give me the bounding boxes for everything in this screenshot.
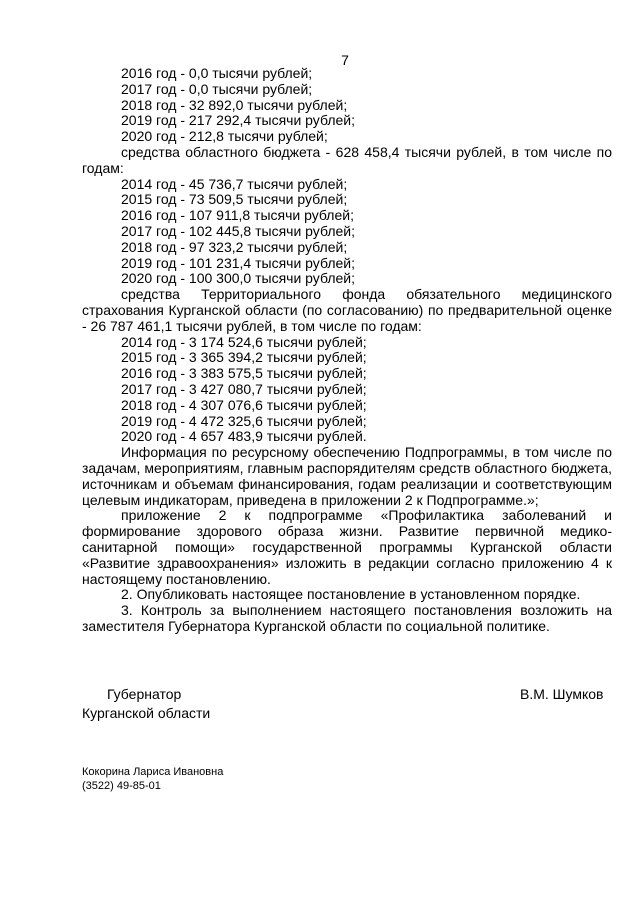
signatory-title <box>82 685 210 723</box>
list-item: 2016 год - 107 911,8 тысячи рублей; <box>121 207 354 224</box>
insurance-fund-paragraph: средства Территориального фонда обязательного медицинского страхования Курганской области (по согласованию) по предварительной оценке - 26 787 461,1 тысячи рублей, в том числе по годам: <box>82 286 612 334</box>
list-item: 2017 год - 0,0 тысячи рублей; <box>121 80 313 97</box>
list-item: 2020 год - 212,8 тысячи рублей; <box>121 128 328 145</box>
signatory-title-line2: Курганской области <box>82 705 211 721</box>
list-item: 2015 год - 73 509,5 тысячи рублей; <box>121 191 348 208</box>
regional-budget-paragraph: средства областного бюджета - 628 458,4 тысячи рублей, в том числе по годам: <box>82 143 612 176</box>
years-list-regional <box>82 177 612 288</box>
resource-info-paragraph: Информация по ресурсному обеспечению Подпрограммы, в том числе по задачам, мероприятиям, главным распорядителям средств областного бюджета, источникам и объемам финансирования, годам реализации и соответствующим целевым индикаторам, приведена в приложении 2 к Подпрограмме.»; <box>82 444 612 508</box>
executor-name: Кокорина Лариса Ивановна <box>82 766 224 778</box>
signatory-title-line1: Губернатор <box>107 686 182 702</box>
list-item: 2014 год - 45 736,7 тысячи рублей; <box>121 175 348 192</box>
list-item: 2018 год - 32 892,0 тысячи рублей; <box>121 96 348 113</box>
executor-phone: (3522) 49-85-01 <box>82 780 161 792</box>
list-item: 2016 год - 3 383 575,5 тысячи рублей; <box>121 365 367 382</box>
list-item: 2018 год - 97 323,2 тысячи рублей; <box>121 238 348 255</box>
list-item: 2019 год - 101 231,4 тысячи рублей; <box>121 254 355 271</box>
list-item: 2017 год - 102 445,8 тысячи рублей; <box>121 222 355 239</box>
list-item: 2014 год - 3 174 524,6 тысячи рублей; <box>121 333 367 350</box>
list-item: 2020 год - 4 657 483,9 тысячи рублей. <box>121 428 367 445</box>
list-item: 2018 год - 4 307 076,6 тысячи рублей; <box>121 396 367 413</box>
executor-info <box>82 765 223 793</box>
list-item: 2019 год - 4 472 325,6 тысячи рублей; <box>121 412 367 429</box>
document-body <box>82 66 612 635</box>
years-list-federal <box>82 66 612 145</box>
list-item: 2015 год - 3 365 394,2 тысячи рублей; <box>121 349 367 366</box>
signatory-name: В.М. Шумков <box>520 686 604 702</box>
list-item: 2016 год - 0,0 тысячи рублей; <box>121 65 313 81</box>
publish-paragraph: 2. Опубликовать настоящее постановление в установленном порядке. <box>121 586 581 603</box>
list-item: 2020 год - 100 300,0 тысячи рублей; <box>121 270 355 287</box>
appendix-paragraph: приложение 2 к подпрограмме «Профилактика заболеваний и формирование здорового образа жизни. Развитие первичной медико-санитарной помощи» государственной программы Курганской области «Развитие здравоохранения» изложить в редакции согласно приложению 4 к настоящему постановлению. <box>82 507 612 587</box>
list-item: 2017 год - 3 427 080,7 тысячи рублей; <box>121 380 367 397</box>
years-list-fund <box>82 335 612 446</box>
page-number: 7 <box>341 52 349 68</box>
control-paragraph: 3. Контроль за выполнением настоящего постановления возложить на заместителя Губернатора Курганской области по социальной политике. <box>82 602 612 634</box>
list-item: 2019 год - 217 292,4 тысячи рублей; <box>121 112 355 129</box>
